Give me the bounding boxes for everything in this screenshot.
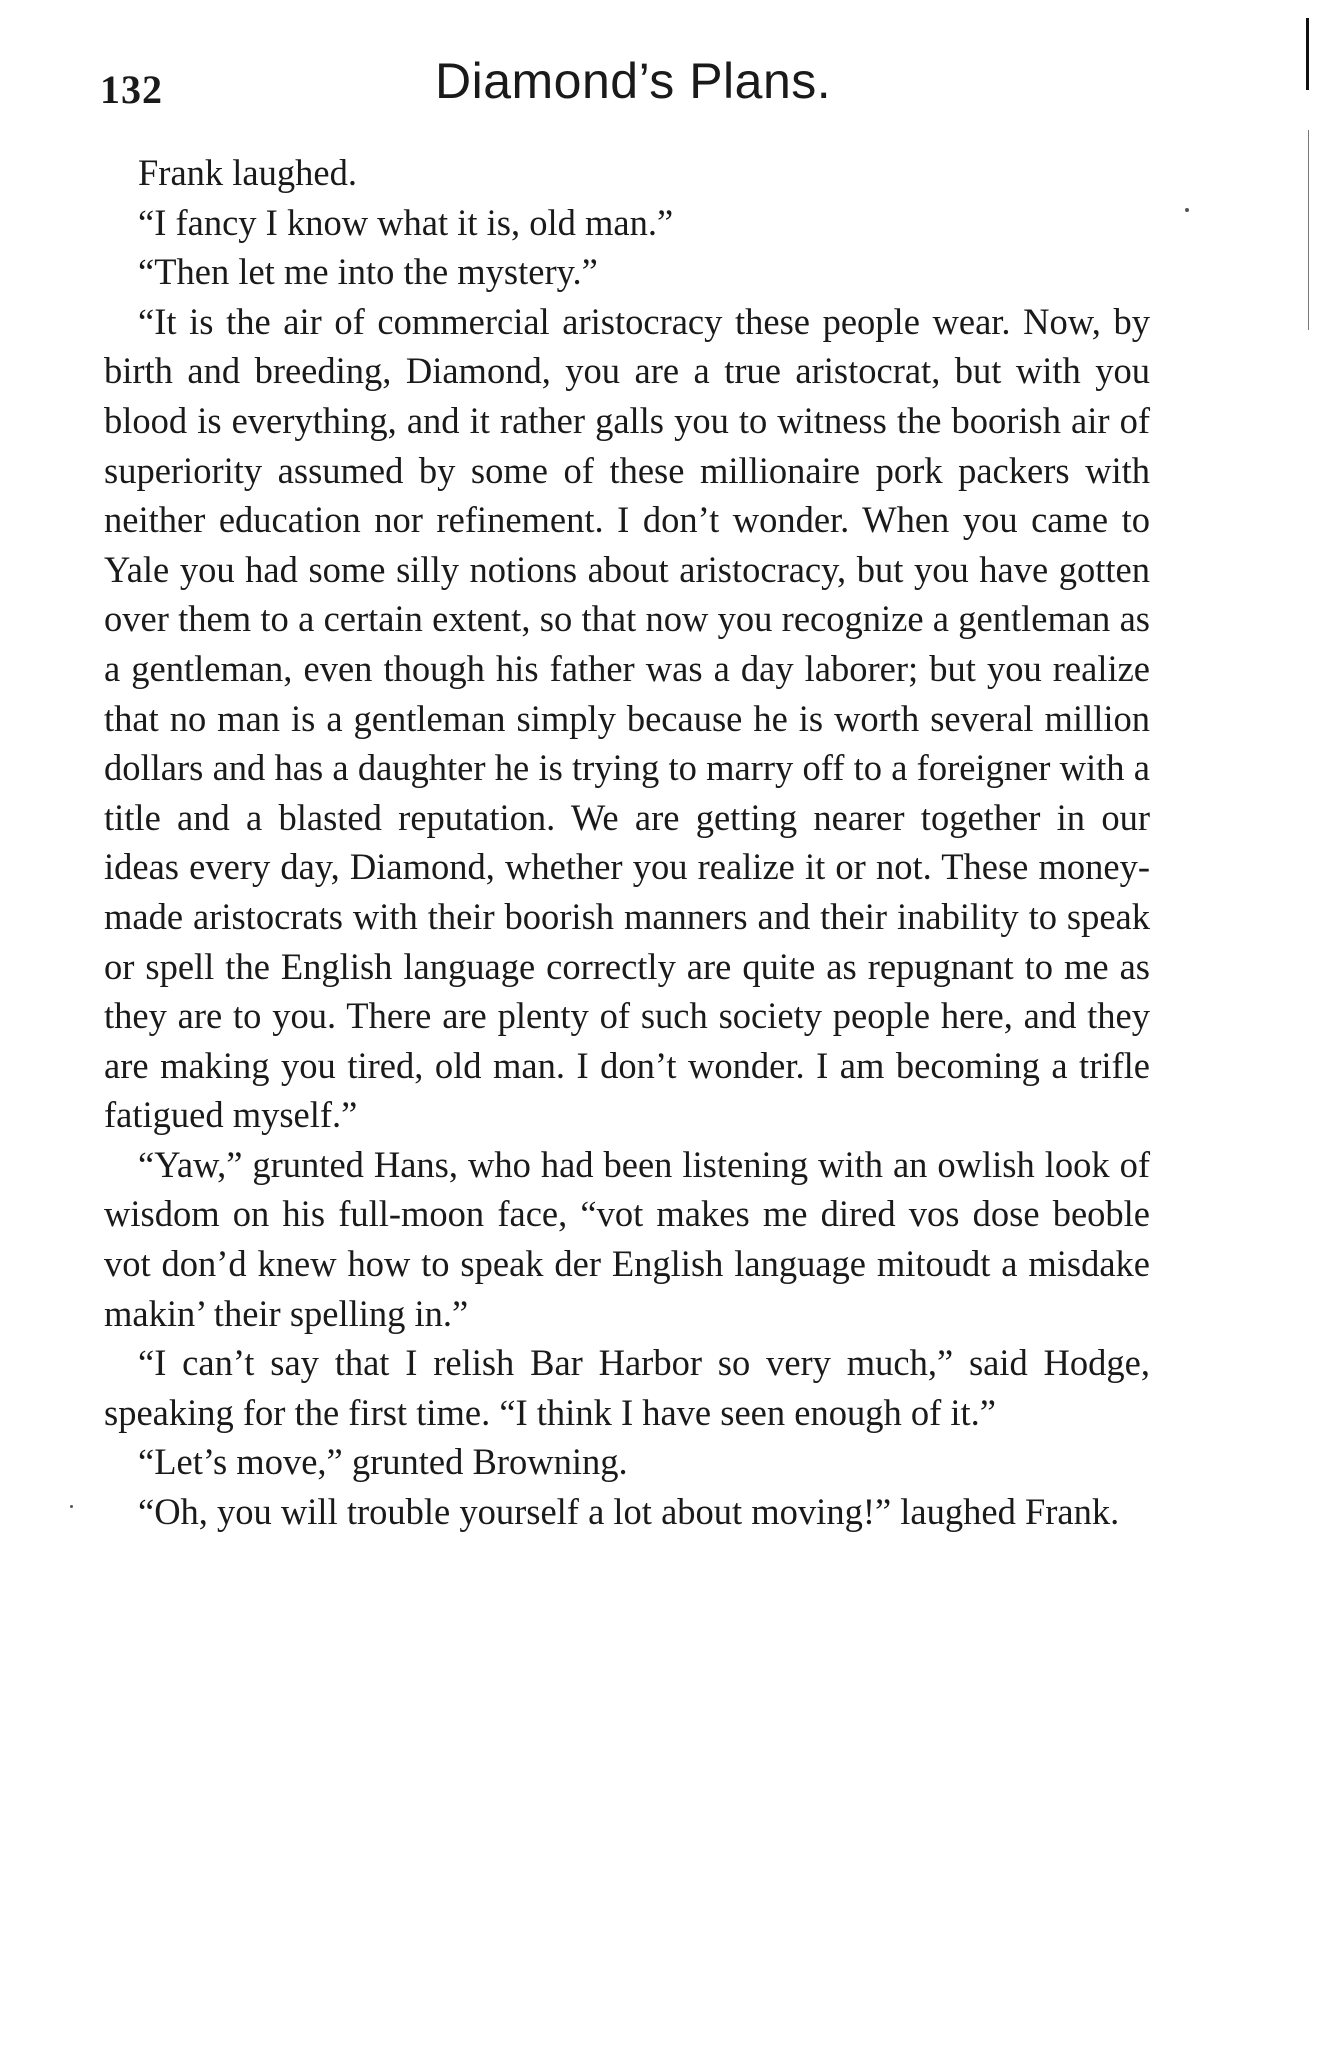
paragraph: “Oh, you will trouble yourself a lot about moving!” laughed Frank. <box>138 1491 1120 1533</box>
page-number: 132 <box>100 67 163 112</box>
page-edge-mark <box>1306 18 1309 90</box>
running-title: Diamond’s Plans. <box>435 53 832 109</box>
scan-speck <box>70 1505 73 1508</box>
paragraph: Frank laughed. <box>138 152 357 193</box>
page-edge-mark <box>1308 130 1309 330</box>
paragraph: “Yaw,” grunted Hans, who had been listening with an owlish look of wisdom on his full-moon face, “vot makes me dired vos dose beoble vot don’d knew how to speak der English language mitoudt a misdake makin’ their spelling in.” <box>104 1143 1150 1334</box>
body-text <box>104 148 1150 1537</box>
paragraph: “Let’s move,” grunted Browning. <box>138 1441 628 1483</box>
page-header <box>100 52 1160 132</box>
paragraph: “I can’t say that I relish Bar Harbor so very much,” said Hodge, speaking for the first time. “I think I have seen enough of it.” <box>104 1342 1150 1433</box>
paragraph: “I fancy I know what it is, old man.” <box>138 201 674 243</box>
paragraph: “It is the air of commercial aristocracy these people wear. Now, by birth and breeding, Diamond, you are a true aristocrat, but with you blood is everything, and it rather galls you to witness the boorish air of superiority assumed by some of these millionaire pork packers with neither education nor refinement. I don’t wonder. When you came to Yale you had some silly notions about aristocracy, but you have gotten over them to a certain extent, so that now you recognize a gentleman as a gentleman, even though his father was a day laborer; but you realize that no man is a gentleman simply because he is worth several million dollars and has a daughter he is trying to marry off to a foreigner with a title and a blasted reputation. We are getting nearer together in our ideas every day, Diamond, whether you realize it or not. These money-made aristocrats with their boorish manners and their inability to speak or spell the English language correctly are quite as repugnant to me as they are to you. There are plenty of such society people here, and they are making you tired, old man. I don’t wonder. I am becoming a trifle fatigued myself.” <box>104 300 1150 1136</box>
paragraph: “Then let me into the mystery.” <box>138 251 598 293</box>
scan-speck <box>1185 208 1189 212</box>
